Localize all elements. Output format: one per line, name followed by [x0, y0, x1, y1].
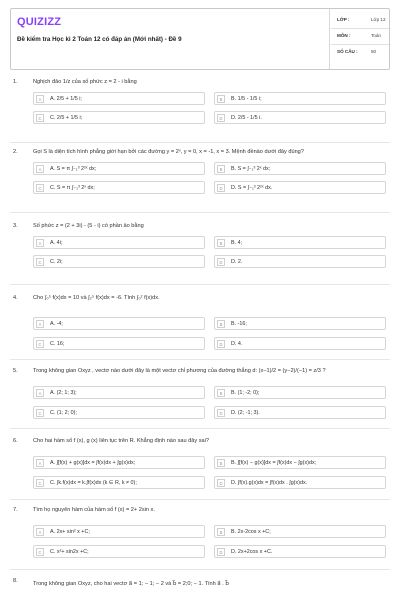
question-number: 4. — [13, 295, 18, 301]
question-number: 1. — [13, 79, 18, 85]
quizizz-logo: QUIZIZZ — [17, 16, 62, 28]
meta-subject-value: Toán — [371, 33, 381, 38]
option-text: B. S = ∫₋₁³ 2ˣ dx; — [231, 165, 271, 172]
question-number: 7. — [13, 507, 18, 513]
question-separator — [10, 499, 390, 500]
option-c[interactable] — [33, 476, 205, 489]
option-text: A. 2/5 + 1/5 i; — [50, 95, 82, 102]
meta-count-value: 50 — [371, 49, 377, 54]
meta-class-label: LỚP : — [337, 17, 350, 22]
option-letter: C — [36, 409, 44, 417]
option-c[interactable] — [33, 111, 205, 124]
question-number: 3. — [13, 223, 18, 229]
question-number: 2. — [13, 149, 18, 155]
option-b[interactable] — [214, 386, 386, 399]
option-letter: A — [36, 165, 44, 173]
option-letter: A — [36, 95, 44, 103]
option-text: A. ∫[f(x) + g(x)]dx = ∫f(x)dx + ∫g(x)dx; — [50, 459, 136, 466]
question-separator — [10, 359, 390, 360]
option-text: C. 2i; — [50, 258, 63, 265]
option-letter: C — [36, 340, 44, 348]
option-letter: C — [36, 184, 44, 192]
option-b[interactable] — [214, 236, 386, 249]
option-letter: A — [36, 459, 44, 467]
option-c[interactable] — [33, 406, 205, 419]
option-text: A. 4i; — [50, 239, 63, 246]
option-letter: C — [36, 258, 44, 266]
question-number: 5. — [13, 368, 18, 374]
meta-subject-label: MÔN : — [337, 33, 351, 38]
question-number: 8. — [13, 578, 18, 584]
meta-divider — [331, 28, 389, 29]
option-letter: A — [36, 389, 44, 397]
option-letter: C — [36, 114, 44, 122]
option-text: C. (1; 2; 0); — [50, 409, 77, 416]
option-text: B. 4; — [231, 239, 243, 246]
meta-divider — [331, 44, 389, 45]
meta-count-label: SỐ CÂU : — [337, 49, 358, 54]
option-a[interactable] — [33, 92, 205, 105]
question-separator — [10, 212, 390, 213]
option-letter: A — [36, 528, 44, 536]
option-c[interactable] — [33, 545, 205, 558]
option-text: A. -4; — [50, 320, 63, 327]
option-text: C. S = π ∫₋₁³ 2ˣ dx; — [50, 184, 95, 191]
option-a[interactable] — [33, 236, 205, 249]
option-text: D. ∫f(x).g(x)dx = ∫f(x)dx . ∫g(x)dx. — [231, 479, 308, 486]
option-text: D. 2/5 - 1/5 i. — [231, 114, 262, 121]
option-letter: B — [217, 528, 225, 536]
option-letter: A — [36, 239, 44, 247]
option-text: B. -16; — [231, 320, 247, 327]
option-d[interactable] — [214, 406, 386, 419]
question-text: Gọi S là diện tích hình phẳng giới hạn bởi các đường y = 2ˣ, y = 0, x = -1, x = 3. Mệnh đềnào dưới đây đúng? — [33, 149, 304, 155]
option-a[interactable] — [33, 386, 205, 399]
option-text: B. ∫[f(x) − g(x)]dx = ∫f(x)dx − ∫g(x)dx; — [231, 459, 317, 466]
option-letter: D — [217, 258, 225, 266]
header-divider — [329, 9, 330, 69]
option-text: D. 2x+2cos x +C. — [231, 548, 273, 555]
exam-header — [10, 8, 390, 70]
question-number: 6. — [13, 438, 18, 444]
question-separator — [10, 284, 390, 285]
option-text: B. (1; -2; 0); — [231, 389, 260, 396]
option-letter: D — [217, 184, 225, 192]
question-text: Số phức z = (2 + 3i) - (5 - i) có phần ảo bằng — [33, 223, 144, 229]
option-c[interactable] — [33, 181, 205, 194]
option-letter: D — [217, 114, 225, 122]
question-text: Trong không gian Oxyz, cho hai vectơ a⃗ = 1; − 1; − 2 và b⃗ = 2;0; − 1. Tính a⃗ . b⃗ — [33, 581, 229, 587]
option-letter: B — [217, 239, 225, 247]
question-separator — [10, 428, 390, 429]
option-letter: B — [217, 165, 225, 173]
option-b[interactable] — [214, 456, 386, 469]
question-text: Tìm họ nguyên hàm của hàm số f (x) = 2+ 2sin x. — [33, 507, 155, 513]
question-text: Cho ∫₀⁵ f(x)dx = 10 và ∫₂⁵ f(x)dx = -6. Tính ∫₀² f(x)dx. — [33, 295, 160, 301]
option-d[interactable] — [214, 255, 386, 268]
question-text: Trong không gian Oxyz , vectơ nào dưới đây là một vectơ chỉ phương của đường thẳng d: (x−1)/2 = (y−2)/(−1) = z/3 ? — [33, 368, 326, 374]
option-b[interactable] — [214, 317, 386, 330]
option-letter: C — [36, 548, 44, 556]
option-b[interactable] — [214, 525, 386, 538]
question-separator — [10, 569, 390, 570]
option-text: A. S = π ∫₋₁³ 2²ˣ dx; — [50, 165, 97, 172]
exam-title: Đề kiểm tra Học kì 2 Toán 12 có đáp án (Mới nhất) - Đề 9 — [17, 36, 182, 43]
option-b[interactable] — [214, 162, 386, 175]
option-text: D. S = ∫₋₁³ 2²ˣ dx. — [231, 184, 273, 191]
option-text: D. 2. — [231, 258, 243, 265]
option-b[interactable] — [214, 92, 386, 105]
option-d[interactable] — [214, 111, 386, 124]
option-text: C. ∫k.f(x)dx = k.∫f(x)dx (k ∈ R, k ≠ 0); — [50, 479, 137, 486]
option-letter: D — [217, 340, 225, 348]
option-d[interactable] — [214, 545, 386, 558]
option-c[interactable] — [33, 255, 205, 268]
option-a[interactable] — [33, 456, 205, 469]
option-text: D. (2; -1; 3). — [231, 409, 260, 416]
question-text: Cho hai hàm số f (x), g (x) liên tục trên R. Khẳng định nào sau đây sai? — [33, 438, 209, 444]
option-letter: B — [217, 389, 225, 397]
option-text: A. 2x+ sin² x +C; — [50, 528, 90, 535]
option-letter: D — [217, 479, 225, 487]
option-text: B. 1/5 - 1/5 i; — [231, 95, 262, 102]
meta-class-value: Lớp 12 — [371, 17, 386, 22]
option-letter: B — [217, 320, 225, 328]
option-d[interactable] — [214, 337, 386, 350]
option-letter: A — [36, 320, 44, 328]
option-text: A. (2; 1; 3); — [50, 389, 77, 396]
option-text: D. 4. — [231, 340, 243, 347]
question-separator — [10, 142, 390, 143]
option-letter: D — [217, 548, 225, 556]
option-text: C. 16; — [50, 340, 65, 347]
option-text: B. 2x-2cos x +C; — [231, 528, 271, 535]
option-c[interactable] — [33, 337, 205, 350]
option-text: C. x²+ sin2x +C; — [50, 548, 89, 555]
option-a[interactable] — [33, 317, 205, 330]
option-letter: C — [36, 479, 44, 487]
option-a[interactable] — [33, 162, 205, 175]
option-letter: B — [217, 95, 225, 103]
option-d[interactable] — [214, 181, 386, 194]
option-letter: B — [217, 459, 225, 467]
question-text: Nghịch đảo 1/z của số phức z = 2 - i bằng — [33, 79, 137, 85]
option-a[interactable] — [33, 525, 205, 538]
option-text: C. 2/5 + 1/5 i; — [50, 114, 83, 121]
option-d[interactable] — [214, 476, 386, 489]
option-letter: D — [217, 409, 225, 417]
